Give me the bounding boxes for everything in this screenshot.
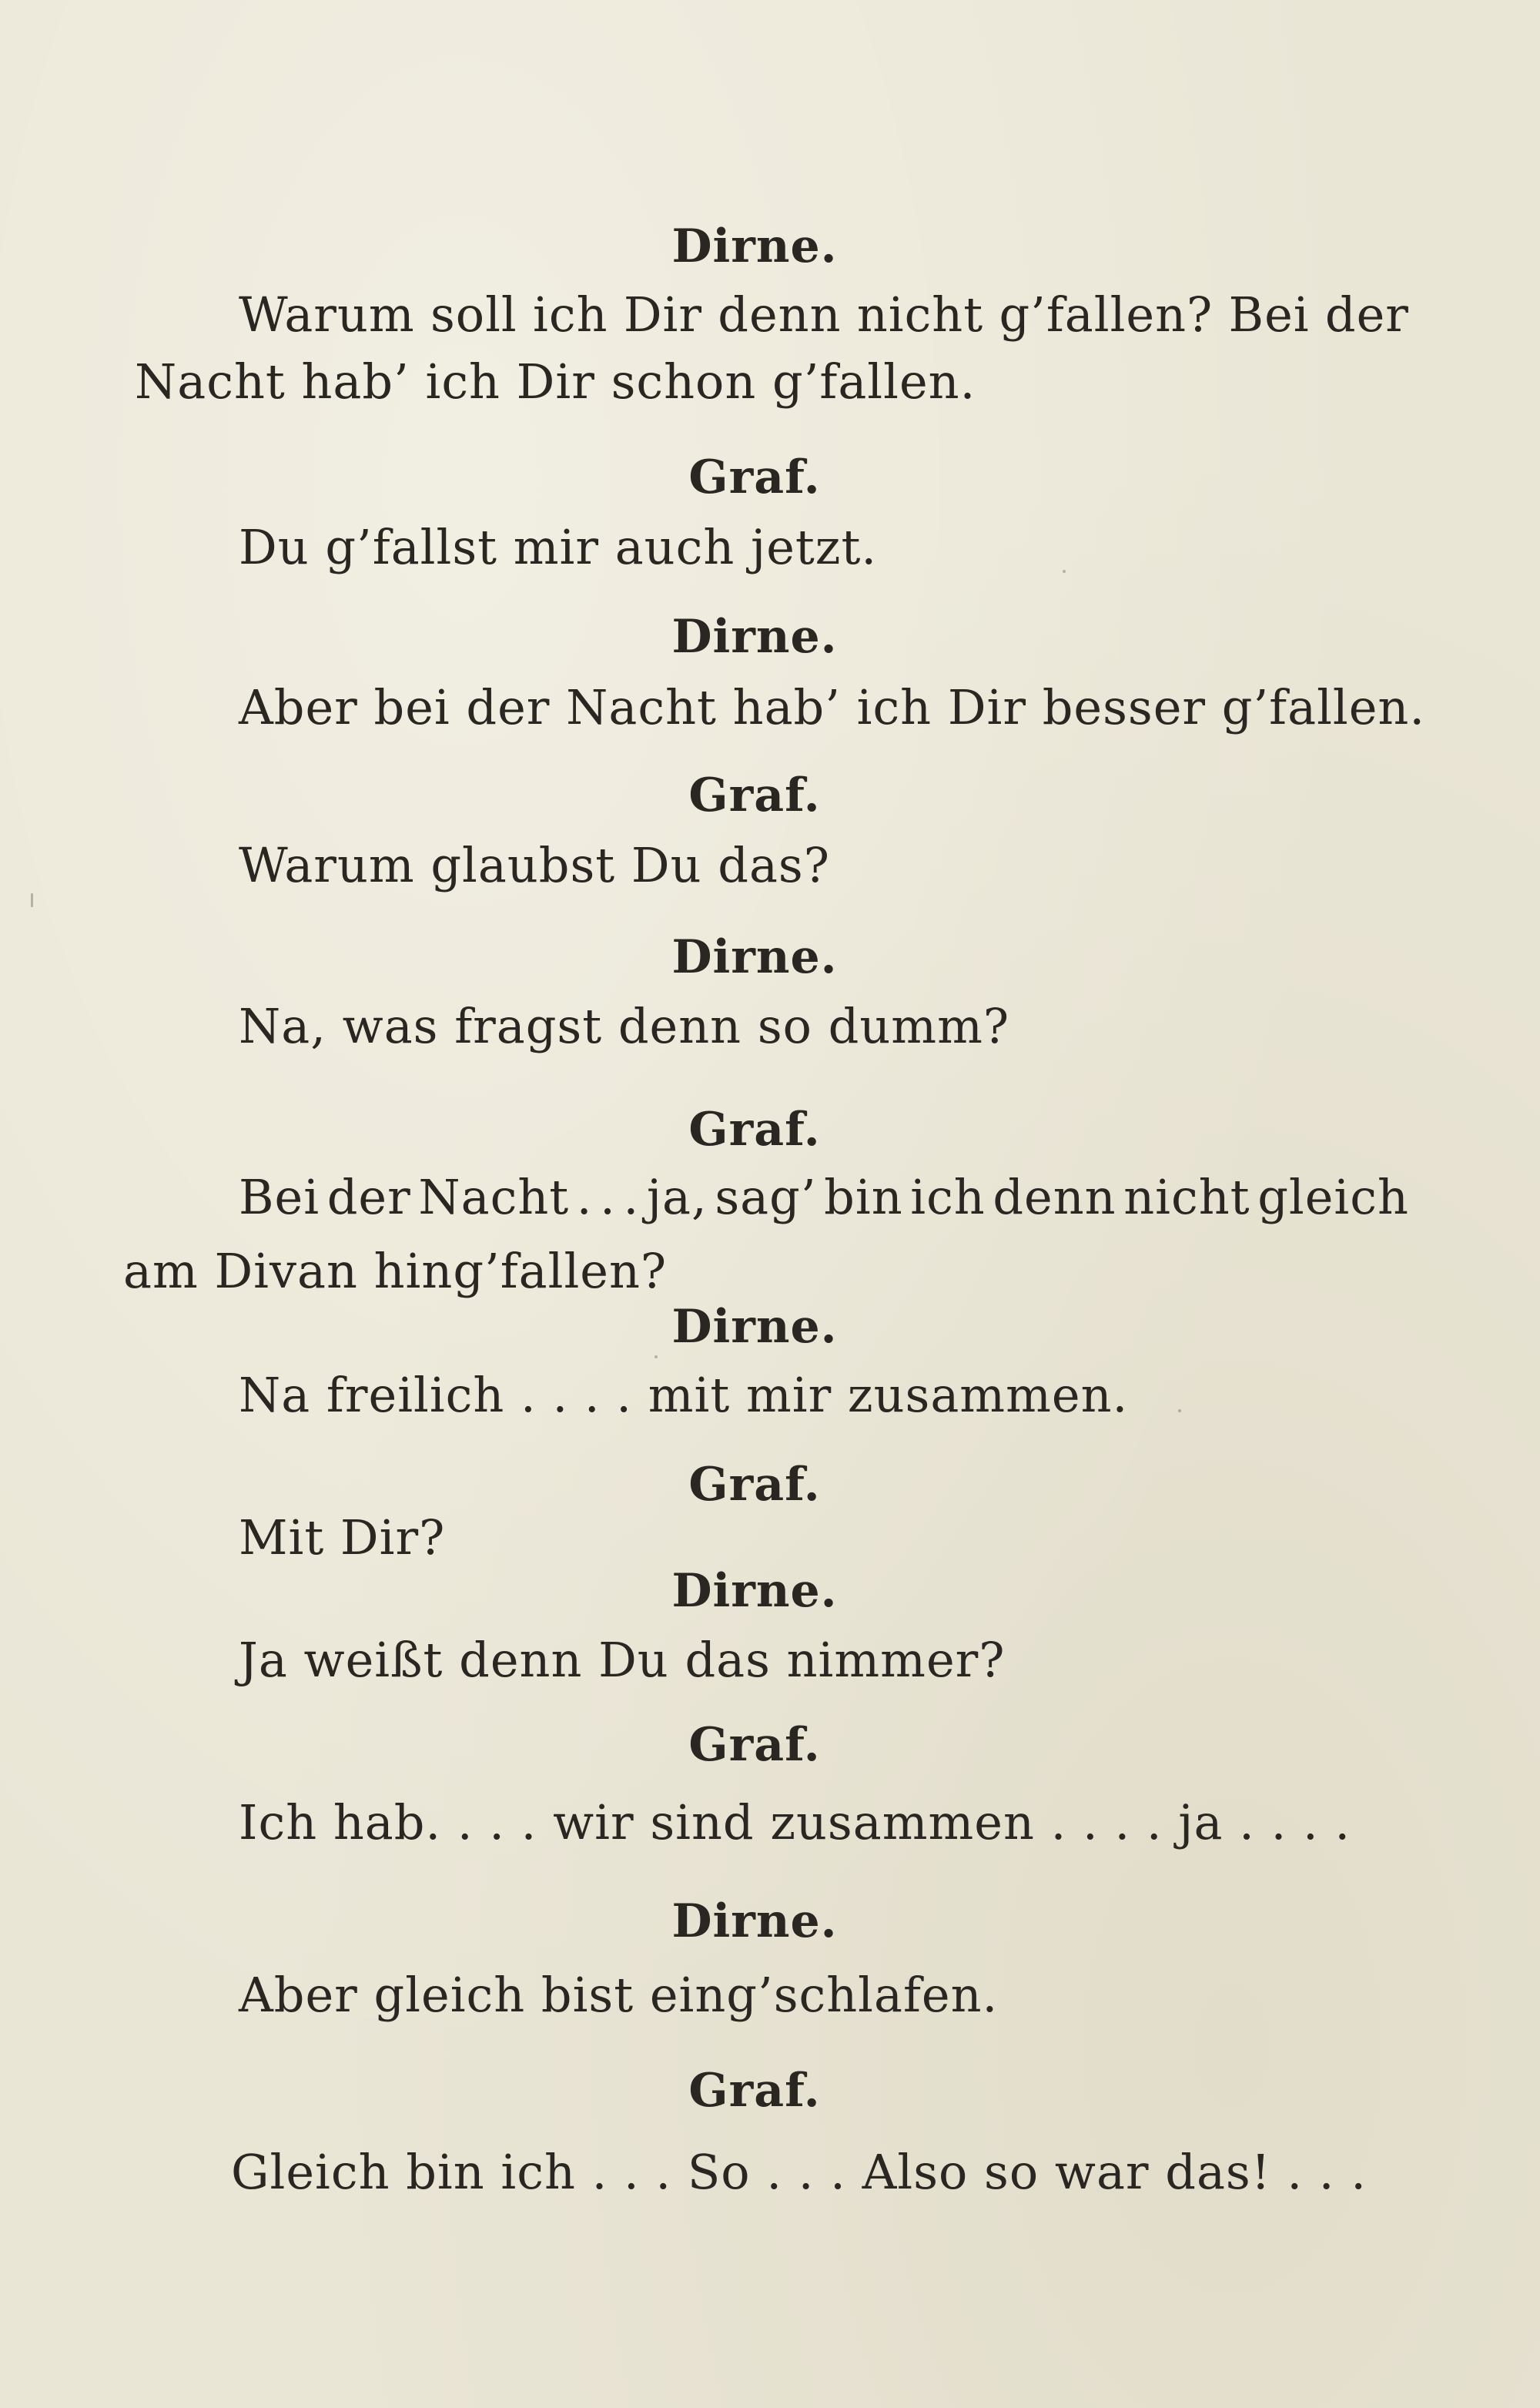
dialogue-line: Gleich bin ich . . . So . . . Also so war das! . . .: [231, 2144, 1367, 2200]
word: bin: [824, 1169, 903, 1225]
speaker-heading: Dirne.: [671, 1564, 838, 1618]
paper-speck: [654, 1355, 658, 1358]
dialogue-line: Ich hab. . . . wir sind zusammen . . . . ja . . . .: [239, 1794, 1351, 1850]
speaker-heading: Graf.: [688, 450, 821, 504]
dialogue-line: Na, was fragst denn so dumm?: [239, 998, 1010, 1054]
word: Bei: [1228, 286, 1310, 343]
dialogue-line: Na freilich . . . . mit mir zusammen.: [239, 1367, 1129, 1423]
word: ja,: [646, 1169, 708, 1225]
word: der: [1324, 286, 1409, 343]
dialogue-line: Nacht hab’ ich Dir schon g’fallen.: [135, 353, 976, 410]
dialogue-line: Du g’fallst mir auch jetzt.: [239, 519, 878, 575]
speaker-heading: Dirne.: [671, 1300, 838, 1354]
speaker-heading: Graf.: [688, 1718, 821, 1772]
word: nicht: [1123, 1169, 1250, 1225]
dialogue-line: Aber bei der Nacht hab’ ich Dir besser g’fallen.: [239, 679, 1426, 735]
speaker-heading: Dirne.: [671, 610, 838, 664]
word: sag’: [715, 1169, 817, 1225]
word: ich: [910, 1169, 986, 1225]
paper-speck: [1063, 570, 1066, 573]
word: Bei: [239, 1169, 320, 1225]
speaker-heading: Dirne.: [671, 219, 838, 273]
speaker-heading: Dirne.: [671, 930, 838, 984]
word: ich: [533, 286, 608, 343]
dialogue-line-justified: [239, 286, 1409, 343]
paper-mark: [31, 893, 33, 907]
dialogue-line: Mit Dir?: [239, 1509, 446, 1566]
speaker-heading: Dirne.: [671, 1894, 838, 1948]
dialogue-line: Ja weißt denn Du das nimmer?: [239, 1632, 1006, 1688]
speaker-heading: Graf.: [688, 1103, 821, 1157]
word: Nacht: [418, 1169, 570, 1225]
word: Dir: [623, 286, 702, 343]
speaker-heading: Graf.: [688, 2064, 821, 2118]
word: nicht: [856, 286, 984, 343]
word: denn: [993, 1169, 1116, 1225]
dialogue-line: Aber gleich bist eing’schlafen.: [239, 1967, 999, 2023]
word: gleich: [1257, 1169, 1409, 1225]
dialogue-line: Warum glaubst Du das?: [239, 837, 830, 893]
speaker-heading: Graf.: [688, 769, 821, 822]
word: .: [623, 1169, 640, 1225]
word: denn: [718, 286, 842, 343]
dialogue-line-justified: [239, 1169, 1409, 1225]
dialogue-line: am Divan hing’fallen?: [123, 1243, 668, 1299]
word: g’fallen?: [999, 286, 1214, 343]
word: der: [326, 1169, 411, 1225]
word: Warum: [239, 286, 415, 343]
word: soll: [430, 286, 517, 343]
word: .: [600, 1169, 616, 1225]
word: .: [576, 1169, 593, 1225]
speaker-heading: Graf.: [688, 1458, 821, 1512]
paper-speck: [1178, 1409, 1181, 1412]
